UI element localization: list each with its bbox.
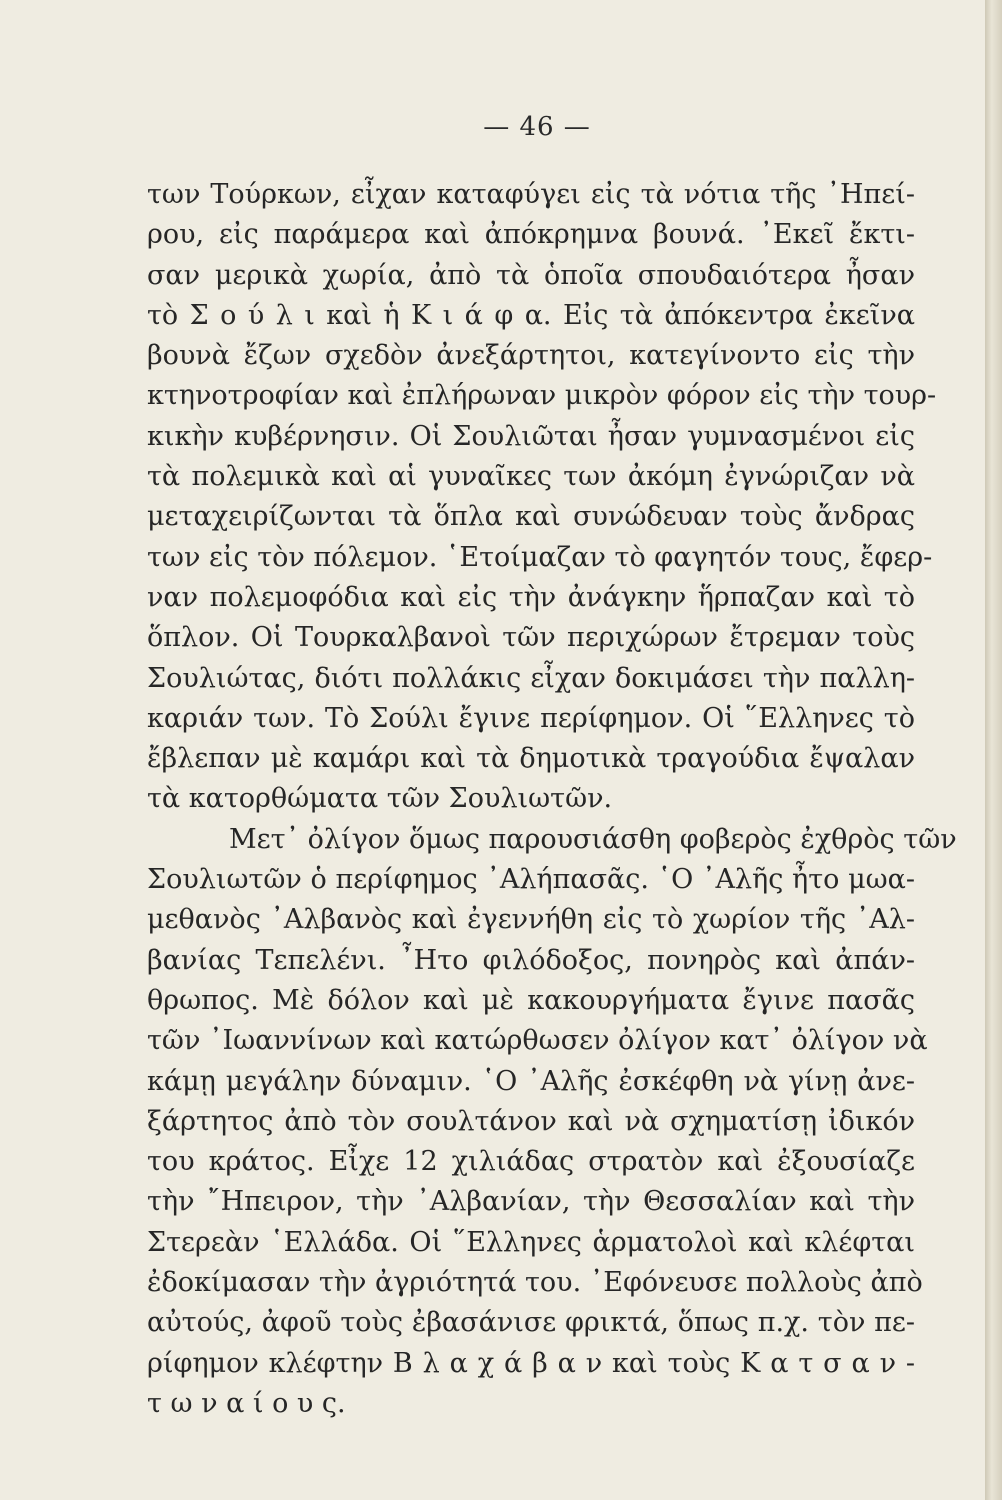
text-line: μεθανὸς ᾿Αλβανὸς καὶ ἐγεννήθη εἰς τὸ χωρίον τῆς ᾿Αλ- <box>147 904 915 936</box>
text-line: των Τούρκων, εἶχαν καταφύγει εἰς τὰ νότια τῆς ᾿Ηπεί- <box>147 179 915 210</box>
text-line: ξάρτητος ἀπὸ τὸν σουλτάνον καὶ νὰ σχηματίσῃ ἰδικόν <box>147 1105 915 1137</box>
text-line: των εἰς τὸν πόλεμον. ῾Ετοίμαζαν τὸ φαγητόν τους, ἔφερ- <box>147 541 933 573</box>
text-line: κικὴν κυβέρνησιν. Οἱ Σουλιῶται ἦσαν γυμνασμένοι εἰς <box>147 420 915 452</box>
text-line: τ ω ν α ί ο υ ς. <box>147 1387 346 1419</box>
text-line: καριάν των. Τὸ Σούλι ἔγινε περίφημον. Οἱ ῞Ελληνες τὸ <box>147 702 915 734</box>
text-line: ἐδοκίμασαν τὴν ἀγριότητά του. ᾿Εφόνευσε πολλοὺς ἀπὸ <box>147 1267 923 1299</box>
page-edge <box>985 0 1002 1500</box>
text-line: ναν πολεμοφόδια καὶ εἰς τὴν ἀνάγκην ἥρπαζαν καὶ τὸ <box>147 581 915 613</box>
text-line: κτηνοτροφίαν καὶ ἐπλήρωναν μικρὸν φόρον εἰς τὴν τουρ- <box>147 380 937 412</box>
text-line: τὰ πολεμικὰ καὶ αἱ γυναῖκες των ἀκόμη ἐγνώριζαν νὰ <box>147 461 915 493</box>
paragraph-1 <box>147 175 937 820</box>
text-line: σαν μερικὰ χωρία, ἀπὸ τὰ ὁποῖα σπουδαιότερα ἦσαν <box>147 259 915 291</box>
body-text <box>147 175 957 1424</box>
text-line: τῶν ᾿Ιωαννίνων καὶ κατώρθωσεν ὀλίγον κατ᾿ ὀλίγον νὰ <box>147 1025 928 1057</box>
text-line: κάμῃ μεγάλην δύναμιν. ῾Ο ᾿Αλῆς ἐσκέφθη νὰ γίνῃ ἀνε- <box>147 1065 915 1097</box>
text-line: Στερεὰν ῾Ελλάδα. Οἱ ῞Ελληνες ἁρματολοὶ καὶ κλέφται <box>147 1226 915 1258</box>
text-line: τὸ Σ ο ύ λ ι καὶ ἡ Κ ι ά φ α. Εἰς τὰ ἀπόκεντρα ἐκεῖνα <box>147 299 915 331</box>
text-line: θρωπος. Μὲ δόλον καὶ μὲ κακουργήματα ἔγινε πασᾶς <box>147 984 915 1016</box>
text-line: τὰ κατορθώματα τῶν Σουλιωτῶν. <box>147 783 613 815</box>
text-line: βουνὰ ἔζων σχεδὸν ἀνεξάρτητοι, κατεγίνοντο εἰς τὴν <box>147 340 915 372</box>
text-line: βανίας Τεπελένι. ῏Ητο φιλόδοξος, πονηρὸς καὶ ἀπάν- <box>147 944 915 976</box>
text-line: ρου, εἰς παράμερα καὶ ἀπόκρημνα βουνά. ᾿Εκεῖ ἔκτι- <box>147 219 915 251</box>
paragraph-2 <box>147 820 957 1424</box>
text-line: μεταχειρίζωνται τὰ ὅπλα καὶ συνώδευαν τοὺς ἄνδρας <box>147 501 915 533</box>
text-line: Σουλιωτῶν ὁ περίφημος ᾿Αλήπασᾶς. ῾Ο ᾿Αλῆς ἦτο μωα- <box>147 864 915 896</box>
text-line: αὐτούς, ἀφοῦ τοὺς ἐβασάνισε φρικτά, ὅπως π.χ. τὸν πε- <box>147 1307 915 1339</box>
text-line: τὴν ῎Ηπειρον, τὴν ᾿Αλβανίαν, τὴν Θεσσαλίαν καὶ τὴν <box>147 1186 915 1218</box>
text-line: ἔβλεπαν μὲ καμάρι καὶ τὰ δημοτικὰ τραγούδια ἔψαλαν <box>147 743 915 775</box>
text-line: ὅπλον. Οἱ Τουρκαλβανοὶ τῶν περιχώρων ἔτρεμαν τοὺς <box>147 622 915 654</box>
text-line: Σουλιώτας, διότι πολλάκις εἶχαν δοκιμάσει τὴν παλλη- <box>147 662 915 694</box>
text-line: ρίφημον κλέφτην Β λ α χ ά β α ν καὶ τοὺς Κ α τ σ α ν - <box>147 1347 915 1379</box>
text-line: του κράτος. Εἶχε 12 χιλιάδας στρατὸν καὶ ἐξουσίαζε <box>147 1146 915 1178</box>
page-number: — 46 — <box>483 112 591 142</box>
text-line: Μετ᾿ ὀλίγον ὅμως παρουσιάσθη φοβερὸς ἐχθρὸς τῶν <box>229 823 957 855</box>
